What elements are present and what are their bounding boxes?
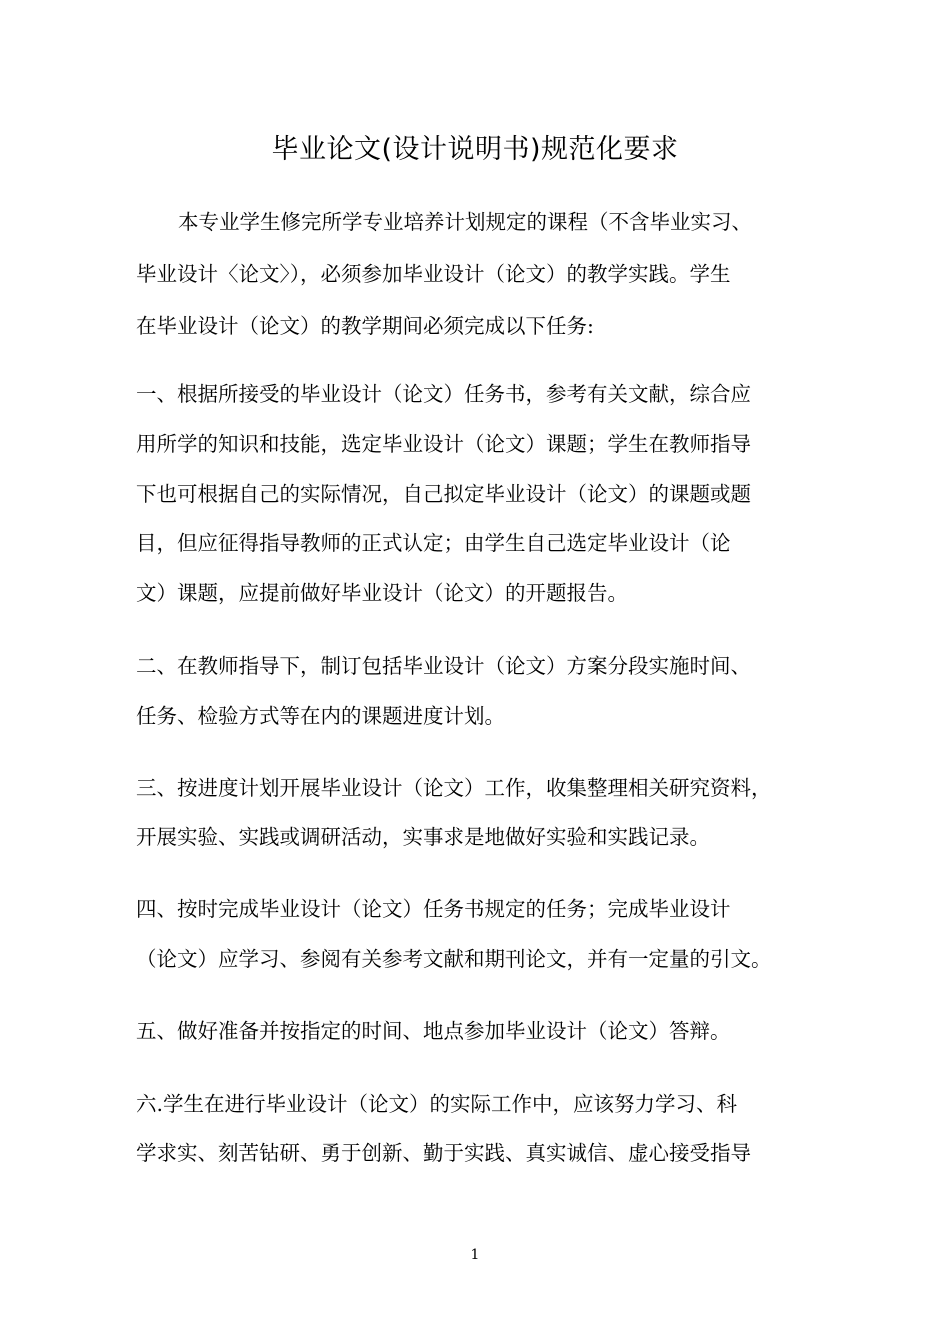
paragraph-line: 任务、检验方式等在内的课题进度计划。	[136, 704, 505, 728]
paragraph-line: 一、根据所接受的毕业设计（论文）任务书，参考有关文献，综合应	[136, 382, 751, 406]
paragraph-line: 开展实验、实践或调研活动，实事求是地做好实验和实践记录。	[136, 825, 710, 849]
paragraph-line: 五、做好准备并按指定的时间、地点参加毕业设计（论文）答辩。	[136, 1019, 731, 1043]
page-number: 1	[470, 1247, 480, 1263]
paragraph-line: 毕业设计〈论文〉），必须参加毕业设计（论文）的教学实践。学生	[136, 262, 731, 286]
paragraph-line: 下也可根据自己的实际情况，自己拟定毕业设计（论文）的课题或题	[136, 482, 751, 506]
paragraph-line: 本专业学生修完所学专业培养计划规定的课程（不含毕业实习、	[178, 210, 752, 234]
paragraph-line: 在毕业设计（论文）的教学期间必须完成以下任务:	[136, 314, 594, 338]
paragraph-line: （论文）应学习、参阅有关参考文献和期刊论文，并有一定量的引文。	[136, 947, 772, 971]
paragraph-line: 用所学的知识和技能，选定毕业设计（论文）课题；学生在教师指导	[136, 432, 751, 456]
paragraph-line: 文）课题，应提前做好毕业设计（论文）的开题报告。	[136, 581, 628, 605]
paragraph-line: 学求实、刻苦钻研、勇于创新、勤于实践、真实诚信、虚心接受指导	[136, 1141, 751, 1165]
paragraph-line: 目，但应征得指导教师的正式认定；由学生自己选定毕业设计（论	[136, 531, 731, 555]
paragraph-line: 六.学生在进行毕业设计（论文）的实际工作中，应该努力学习、科	[136, 1092, 738, 1116]
paragraph-line: 三、按进度计划开展毕业设计（论文）工作，收集整理相关研究资料，	[136, 776, 772, 800]
paragraph-line: 二、在教师指导下，制订包括毕业设计（论文）方案分段实施时间、	[136, 654, 751, 678]
paragraph-line: 四、按时完成毕业设计（论文）任务书规定的任务；完成毕业设计	[136, 897, 731, 921]
document-title: 毕业论文(设计说明书)规范化要求	[271, 134, 679, 165]
